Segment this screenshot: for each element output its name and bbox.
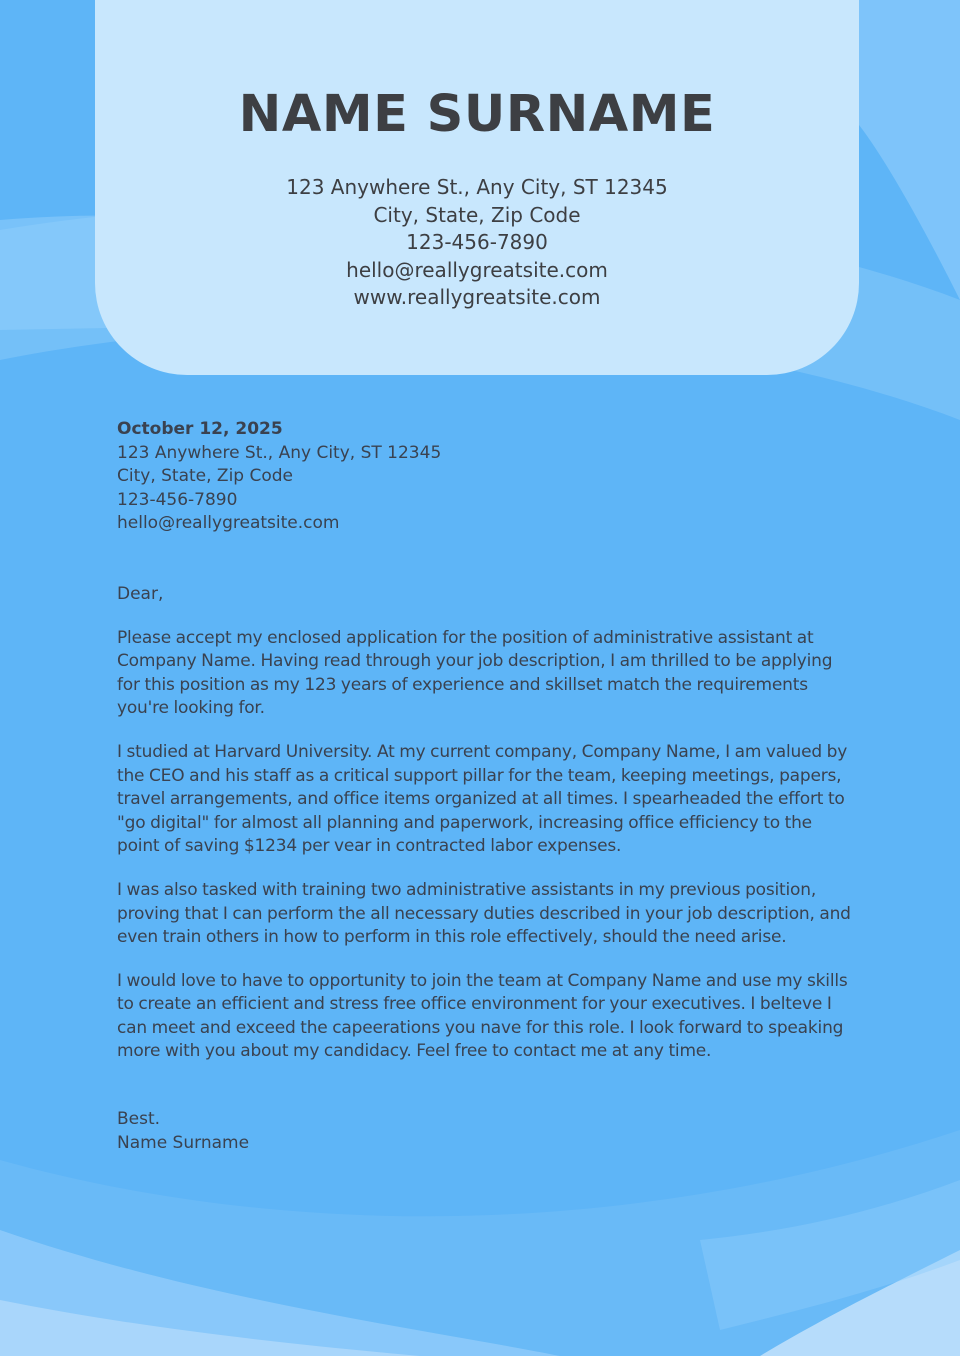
letter-date: October 12, 2025: [117, 419, 283, 439]
applicant-name: NAME SURNAME: [238, 85, 716, 144]
header-email: hello@reallygreatsite.com: [346, 257, 608, 282]
recipient-email: hello@reallygreatsite.com: [117, 513, 340, 534]
header-address-line1: 123 Anywhere St., Any City, ST 12345: [286, 175, 668, 199]
signature: Name Surname: [117, 1132, 250, 1153]
header-phone: 123-456-7890: [406, 230, 548, 254]
recipient-phone: 123-456-7890: [117, 489, 238, 510]
paragraph-1: Please accept my enclosed application for the position of administrative assistant at Company Name. Having read through your job description, I am thrilled to be applying for this position as my 123 years of experience and skillset match the requirements you're looking for.: [117, 627, 833, 719]
header-card: [95, 0, 859, 375]
header-website: www.reallygreatsite.com: [353, 285, 601, 309]
recipient-address-line1: 123 Anywhere St., Any City, ST 12345: [117, 442, 442, 463]
letter-body: [117, 418, 853, 1155]
salutation: Dear,: [117, 583, 164, 604]
recipient-address-line2: City, State, Zip Code: [117, 466, 294, 487]
paragraph-3: I was also tasked with training two administrative assistants in my previous position, proving that I can perform the all necessary duties described in your job description, and even train others in how to perform in this role effectively, should the need arise.: [117, 879, 851, 948]
recipient-block: [117, 442, 853, 536]
closing: Best.: [117, 1109, 161, 1130]
paragraph-4: I would love to have to opportunity to join the team at Company Name and use my skills to create an efficient and stress free office environment for your executives. I belteve I can meet and exceed the capeerations you nave for this role. I look forward to speaking more with you about my candidacy. Feel free to contact me at any time.: [117, 970, 848, 1062]
header-address-line2: City, State, Zip Code: [373, 202, 581, 227]
paragraph-2: I studied at Harvard University. At my current company, Company Name, I am valued by the CEO and his staff as a critical support pillar for the team, keeping meetings, papers, travel arrangements, and office items organized at all times. I spearheaded the effort to "go digital" for almost all planning and paperwork, increasing office efficiency to the point of saving $1234 per vear in contracted labor expenses.: [117, 741, 848, 857]
header-contact-block: [95, 174, 859, 312]
